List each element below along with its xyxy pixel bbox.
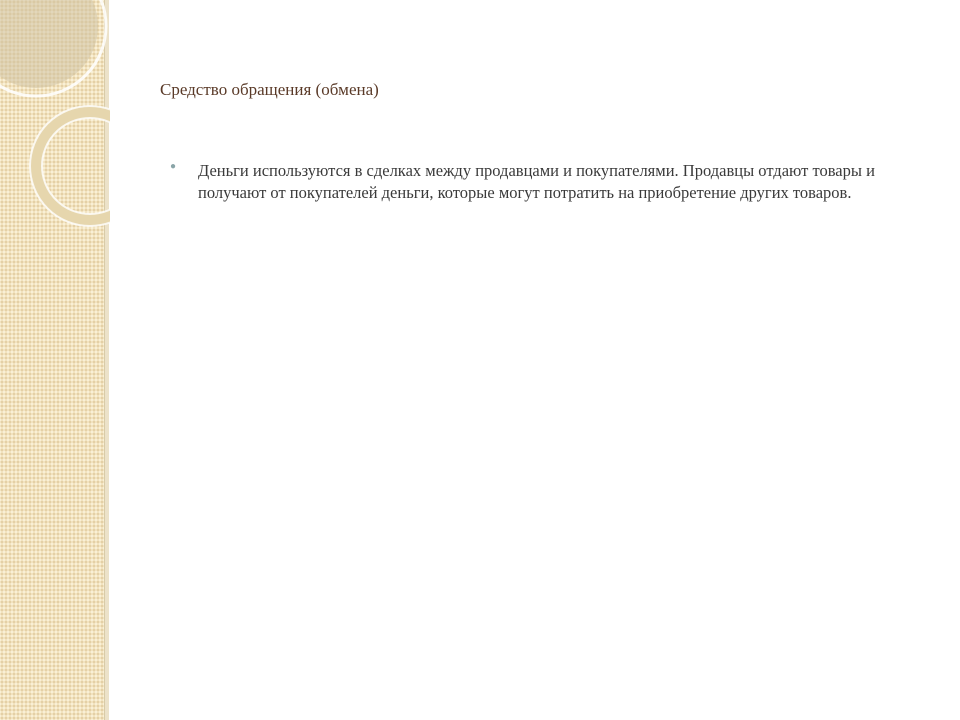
bullet-list xyxy=(170,160,890,204)
bullet-dot-icon: ● xyxy=(170,161,177,172)
bullet-text: Деньги используются в сделках между продавцами и покупателями. Продавцы отдают товары и получают от покупателей деньги, которые могут потратить на приобретение других товаров. xyxy=(198,161,875,202)
bullet-item xyxy=(170,160,890,204)
decorative-circles-icon xyxy=(0,0,110,240)
slide-title: Средство обращения (обмена) xyxy=(160,80,379,99)
